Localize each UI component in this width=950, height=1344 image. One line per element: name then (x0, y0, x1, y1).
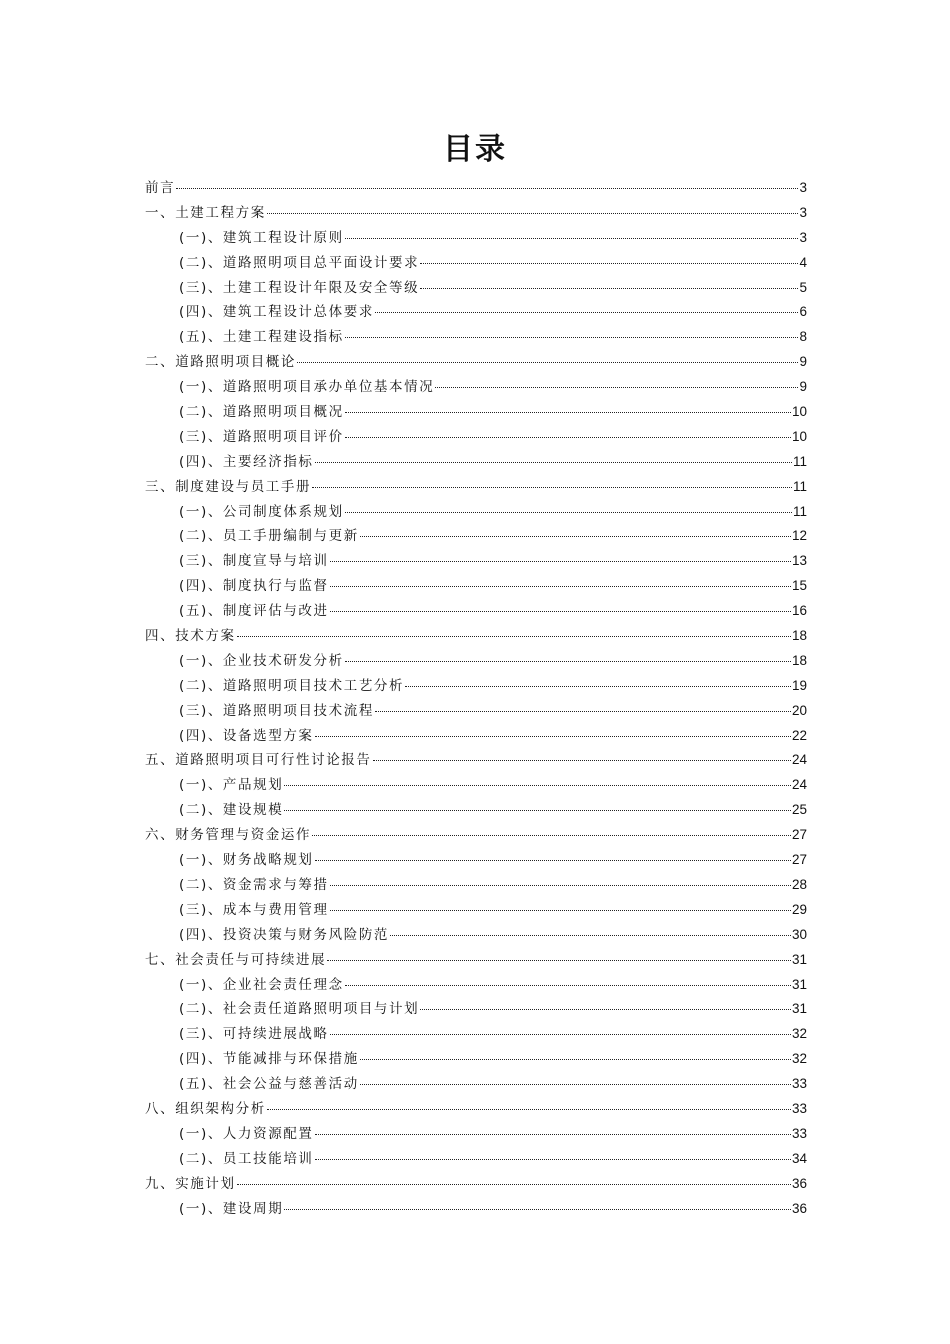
toc-dot-leader (345, 511, 792, 513)
toc-dot-leader (284, 784, 791, 786)
toc-entry-page-number: 16 (791, 603, 807, 619)
toc-dot-leader (330, 560, 791, 562)
toc-entry[interactable] (145, 624, 807, 649)
toc-dot-leader (315, 1133, 791, 1135)
toc-dot-leader (360, 1058, 791, 1060)
toc-entry-label: (一)、人力资源配置 (179, 1125, 314, 1142)
toc-entry-label: (四)、主要经济指标 (179, 453, 314, 470)
toc-entry[interactable] (145, 1072, 807, 1097)
toc-entry-page-number: 10 (791, 404, 807, 420)
toc-entry-label: (三)、道路照明项目评价 (179, 428, 344, 445)
toc-entry-label: (一)、企业社会责任理念 (179, 976, 344, 993)
toc-entry-label: (二)、员工技能培训 (179, 1150, 314, 1167)
toc-dot-leader (267, 1108, 791, 1110)
toc-entry-label: (三)、土建工程设计年限及安全等级 (179, 279, 420, 296)
toc-entry-label: (四)、设备选型方案 (179, 727, 314, 744)
toc-entry[interactable] (145, 500, 807, 525)
toc-dot-leader (373, 759, 791, 761)
toc-entry-page-number: 20 (791, 702, 807, 718)
toc-dot-leader (375, 311, 799, 313)
toc-entry-label: (一)、建筑工程设计原则 (179, 229, 344, 246)
toc-dot-leader (330, 1033, 791, 1035)
toc-entry-label: (一)、道路照明项目承办单位基本情况 (179, 379, 435, 396)
toc-entry[interactable] (145, 649, 807, 674)
toc-entry[interactable] (145, 948, 807, 973)
toc-entry[interactable] (145, 699, 807, 724)
toc-dot-leader (420, 1008, 791, 1010)
toc-entry[interactable] (145, 425, 807, 450)
toc-entry[interactable] (145, 599, 807, 624)
toc-entry-label: 前言 (145, 180, 176, 196)
toc-dot-leader (297, 361, 798, 363)
toc-dot-leader (284, 1208, 791, 1210)
toc-entry[interactable] (145, 724, 807, 749)
toc-dot-leader (315, 735, 791, 737)
toc-entry-label: (一)、建设周期 (179, 1200, 284, 1217)
toc-entry-page-number: 28 (791, 876, 807, 892)
toc-entry-label: (二)、资金需求与筹措 (179, 876, 329, 893)
toc-dot-leader (360, 535, 791, 537)
toc-entry[interactable] (145, 773, 807, 798)
toc-entry[interactable] (145, 475, 807, 500)
toc-entry-label: (二)、道路照明项目概况 (179, 404, 344, 421)
toc-entry-page-number: 3 (799, 180, 807, 195)
toc-entry-label: (五)、制度评估与改进 (179, 603, 329, 620)
toc-entry-page-number: 32 (791, 1051, 807, 1067)
toc-entry-label: (二)、员工手册编制与更新 (179, 528, 359, 545)
toc-entry[interactable] (145, 325, 807, 350)
toc-entry-page-number: 3 (799, 229, 807, 245)
toc-entry-page-number: 31 (791, 976, 807, 992)
toc-entry-label: (二)、建设规模 (179, 802, 284, 819)
toc-dot-leader (312, 834, 791, 836)
toc-entry[interactable] (145, 549, 807, 574)
toc-entry[interactable] (145, 1172, 807, 1197)
toc-entry-label: 二、道路照明项目概论 (145, 354, 296, 371)
toc-entry-label: (三)、可持续进展战略 (179, 1026, 329, 1043)
toc-entry-page-number: 9 (799, 379, 807, 395)
toc-entry-label: 五、道路照明项目可行性讨论报告 (145, 752, 372, 769)
toc-entry-label: (二)、道路照明项目技术工艺分析 (179, 677, 405, 694)
toc-entry-page-number: 24 (791, 752, 807, 768)
toc-entry[interactable] (145, 176, 807, 201)
toc-entry-page-number: 15 (791, 578, 807, 594)
toc-entry-label: (一)、财务战略规划 (179, 852, 314, 869)
toc-entry-label: (五)、社会公益与慈善活动 (179, 1076, 359, 1093)
toc-entry[interactable] (145, 350, 807, 375)
toc-entry-label: (五)、土建工程建设指标 (179, 329, 344, 346)
toc-dot-leader (345, 660, 791, 662)
toc-dot-leader (390, 934, 791, 936)
toc-dot-leader (330, 610, 791, 612)
toc-entry-label: (四)、投资决策与财务风险防范 (179, 926, 390, 943)
toc-entry[interactable] (145, 524, 807, 549)
toc-dot-leader (330, 909, 791, 911)
toc-dot-leader (330, 585, 791, 587)
toc-entry-label: (四)、制度执行与监督 (179, 578, 329, 595)
toc-entry-label: 三、制度建设与员工手册 (145, 478, 312, 495)
toc-entry-page-number: 30 (791, 926, 807, 942)
toc-entry-page-number: 31 (791, 1001, 807, 1017)
toc-dot-leader (360, 1083, 791, 1085)
toc-entry-page-number: 29 (791, 901, 807, 917)
toc-entry[interactable] (145, 674, 807, 699)
toc-entry[interactable] (145, 848, 807, 873)
toc-entry[interactable] (145, 375, 807, 400)
toc-entry-page-number: 9 (799, 354, 807, 370)
toc-dot-leader (420, 287, 798, 289)
toc-entry-page-number: 12 (791, 528, 807, 544)
toc-entry[interactable] (145, 1097, 807, 1122)
toc-entry-page-number: 31 (791, 951, 807, 967)
toc-dot-leader (345, 237, 799, 239)
toc-dot-leader (237, 1183, 791, 1185)
toc-entry[interactable] (145, 1122, 807, 1147)
toc-entry[interactable] (145, 997, 807, 1022)
toc-entry-page-number: 18 (791, 628, 807, 644)
toc-entry[interactable] (145, 873, 807, 898)
toc-dot-leader (176, 187, 798, 189)
toc-entry-label: (二)、社会责任道路照明项目与计划 (179, 1001, 420, 1018)
toc-entry[interactable] (145, 276, 807, 301)
toc-entry-page-number: 11 (792, 453, 807, 469)
toc-entry-page-number: 25 (791, 802, 807, 818)
toc-entry-label: (一)、公司制度体系规划 (179, 503, 344, 520)
toc-dot-leader (327, 959, 791, 961)
toc-entry[interactable] (145, 400, 807, 425)
toc-entry-page-number: 3 (799, 204, 807, 220)
toc-dot-leader (312, 486, 792, 488)
toc-entry-label: (二)、道路照明项目总平面设计要求 (179, 254, 420, 271)
toc-entry-label: (三)、制度宣导与培训 (179, 553, 329, 570)
toc-entry[interactable] (145, 923, 807, 948)
toc-dot-leader (315, 1158, 791, 1160)
toc-dot-leader (237, 635, 791, 637)
toc-entry[interactable] (145, 450, 807, 475)
toc-entry[interactable] (145, 226, 807, 251)
toc-entry[interactable] (145, 798, 807, 823)
toc-entry[interactable] (145, 1047, 807, 1072)
toc-dot-leader (267, 212, 799, 214)
toc-entry[interactable] (145, 574, 807, 599)
toc-entry-page-number: 33 (791, 1076, 807, 1092)
toc-dot-leader (345, 436, 791, 438)
toc-entry-page-number: 36 (791, 1175, 807, 1191)
toc-entry-label: 一、土建工程方案 (145, 204, 266, 221)
toc-dot-leader (405, 685, 791, 687)
toc-entry-page-number: 8 (799, 329, 807, 345)
toc-entry-page-number: 19 (791, 677, 807, 693)
toc-entry-page-number: 24 (791, 777, 807, 793)
toc-entry-page-number: 10 (791, 428, 807, 444)
toc-entry-label: 四、技术方案 (145, 628, 236, 645)
toc-entry-page-number: 32 (791, 1026, 807, 1042)
toc-entry-page-number: 5 (799, 279, 807, 295)
toc-dot-leader (435, 386, 798, 388)
toc-entry-label: 九、实施计划 (145, 1175, 236, 1192)
toc-entry[interactable] (145, 251, 807, 276)
toc-entry-label: (一)、产品规划 (179, 777, 284, 794)
toc-entry-page-number: 18 (791, 652, 807, 668)
toc-entry-page-number: 33 (791, 1100, 807, 1116)
toc-dot-leader (375, 710, 791, 712)
toc-entry-label: (四)、建筑工程设计总体要求 (179, 304, 374, 321)
toc-entry[interactable] (145, 973, 807, 998)
toc-entry-label: 八、组织架构分析 (145, 1100, 266, 1117)
toc-dot-leader (315, 859, 791, 861)
toc-entry[interactable] (145, 898, 807, 923)
toc-entry-page-number: 4 (799, 254, 807, 270)
toc-entry[interactable] (145, 1197, 807, 1222)
toc-entry-label: (三)、道路照明项目技术流程 (179, 702, 374, 719)
toc-entry-label: 七、社会责任与可持续进展 (145, 951, 327, 968)
toc-entry-page-number: 22 (791, 727, 807, 743)
page-title: 目录 (443, 132, 507, 167)
toc-entry-label: 六、财务管理与资金运作 (145, 827, 312, 844)
toc-dot-leader (345, 984, 791, 986)
toc-entry-label: (四)、节能减排与环保措施 (179, 1051, 359, 1068)
toc-entry-page-number: 33 (791, 1125, 807, 1141)
toc-entry[interactable] (145, 1022, 807, 1047)
toc-entry[interactable] (145, 748, 807, 773)
toc-dot-leader (330, 884, 791, 886)
toc-entry-page-number: 11 (792, 478, 807, 494)
table-of-contents (145, 176, 807, 1221)
toc-entry[interactable] (145, 1147, 807, 1172)
toc-entry-page-number: 36 (791, 1200, 807, 1216)
toc-entry[interactable] (145, 201, 807, 226)
toc-entry[interactable] (145, 300, 807, 325)
toc-entry-page-number: 27 (791, 827, 807, 843)
toc-entry-page-number: 13 (791, 553, 807, 569)
toc-entry[interactable] (145, 823, 807, 848)
toc-entry-label: (一)、企业技术研发分析 (179, 652, 344, 669)
toc-entry-page-number: 34 (791, 1150, 807, 1166)
toc-dot-leader (420, 262, 798, 264)
toc-dot-leader (284, 809, 791, 811)
toc-dot-leader (315, 461, 792, 463)
toc-dot-leader (345, 336, 799, 338)
toc-entry-page-number: 6 (799, 304, 807, 320)
toc-entry-page-number: 11 (792, 503, 807, 519)
toc-entry-page-number: 27 (791, 852, 807, 868)
toc-dot-leader (345, 411, 791, 413)
toc-entry-label: (三)、成本与费用管理 (179, 901, 329, 918)
